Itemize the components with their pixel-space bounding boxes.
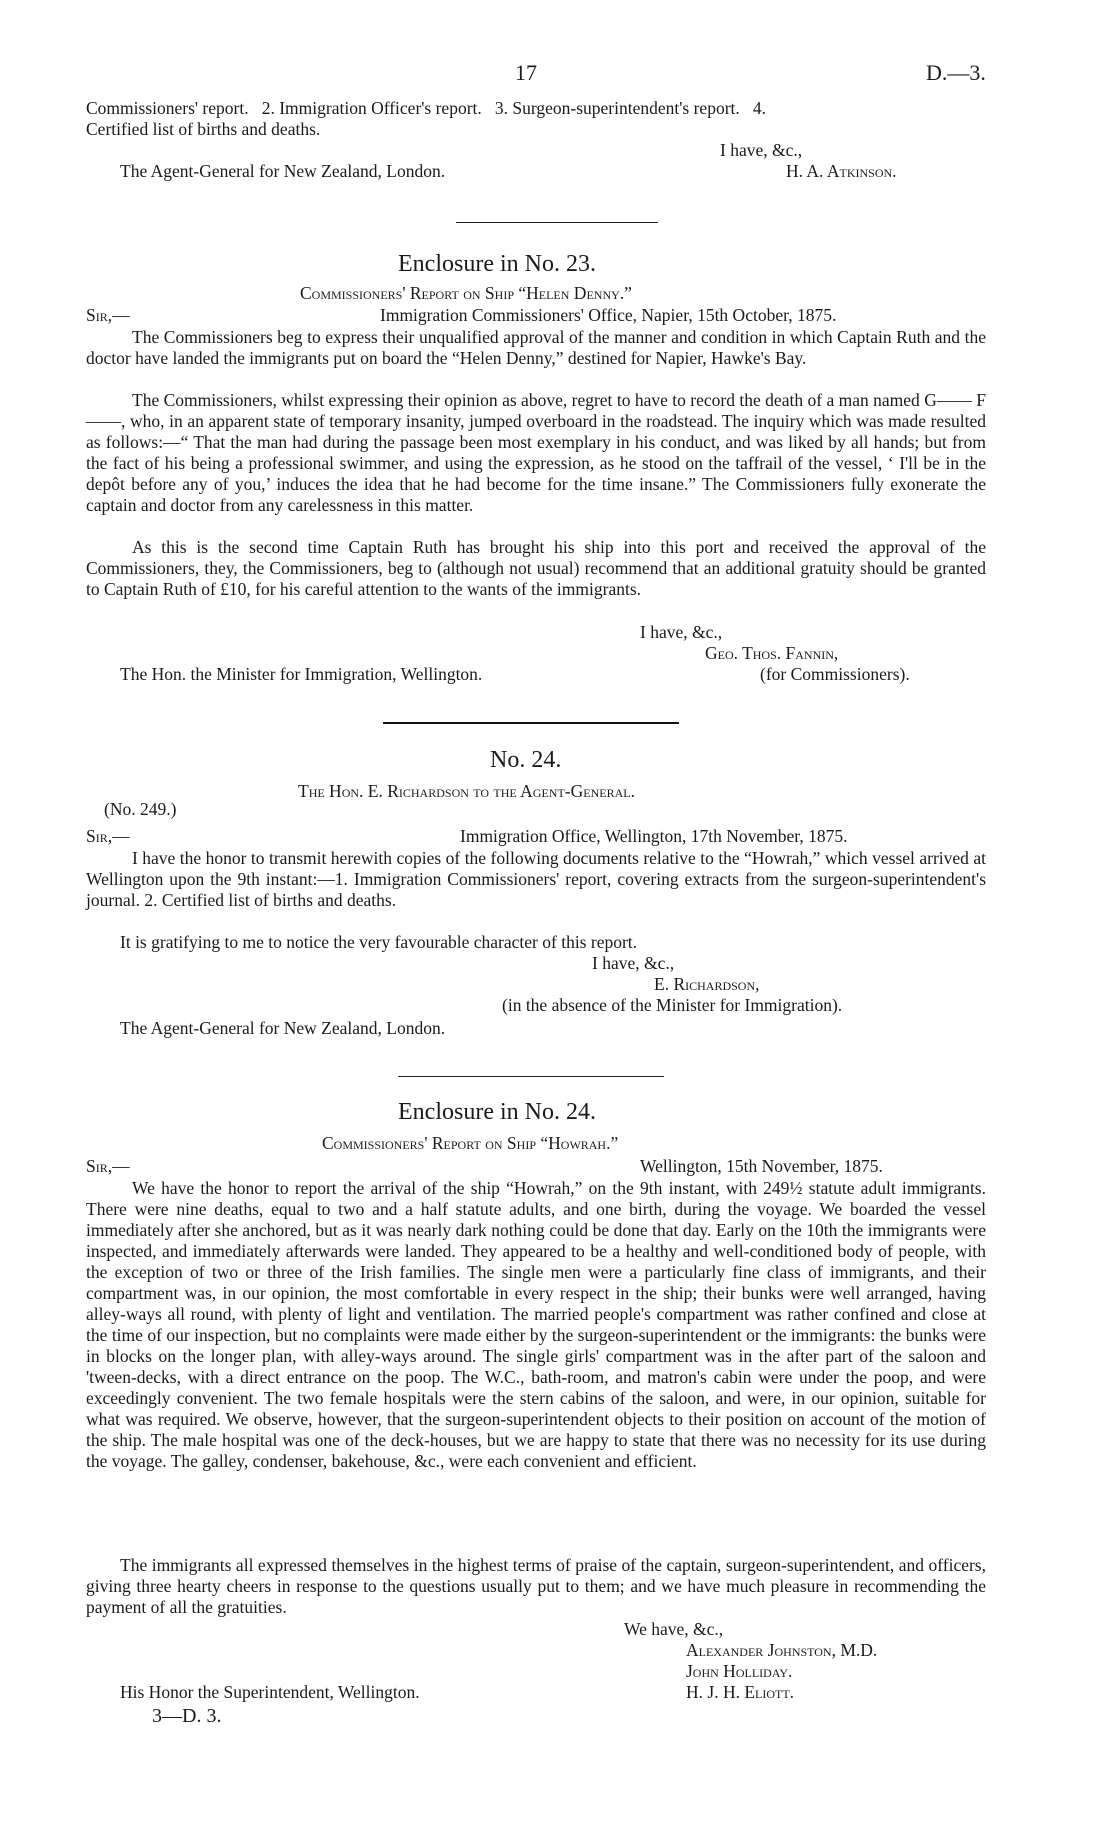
no-24-closing: I have, &c., xyxy=(592,953,675,973)
document-code: D.—3. xyxy=(926,60,986,85)
enclosure-24-signature-3: H. J. H. Eliott. xyxy=(686,1682,795,1702)
enclosure-23-signature: Geo. Thos. Fannin, xyxy=(705,643,839,663)
section-divider xyxy=(456,222,658,223)
enclosure-24-addressee: His Honor the Superintendent, Wellington. xyxy=(120,1682,420,1702)
no-24-title: No. 24. xyxy=(490,747,562,773)
no-24-salutation: Sir,— xyxy=(86,826,130,846)
enclosure-23-salutation: Sir,— xyxy=(86,305,130,325)
enclosure-24-salutation: Sir,— xyxy=(86,1156,130,1176)
prev-letter-signature: H. A. Atkinson. xyxy=(786,161,897,181)
enclosure-23-signature-note: (for Commissioners). xyxy=(760,664,910,684)
enclosure-24-signature-2: John Holliday. xyxy=(686,1661,793,1681)
enclosure-23-addressee: The Hon. the Minister for Immigration, Wellington. xyxy=(120,664,483,684)
no-24-paragraph-2: It is gratifying to me to notice the very favourable character of this report. xyxy=(120,932,638,952)
enclosure-23-dateline: Immigration Commissioners' Office, Napier, 15th October, 1875. xyxy=(380,305,837,325)
enclosure-24-signature-1: Alexander Johnston, M.D. xyxy=(686,1640,878,1660)
no-24-subtitle: The Hon. E. Richardson to the Agent-General. xyxy=(298,781,635,801)
enclosure-24-paragraph-1: We have the honor to report the arrival of the ship “Howrah,” on the 9th instant, with 249½ statute adult immigrants. There were nine deaths, equal to two and a half statute adults, and one birth, during the voyage. We boarded the vessel immediately after she anchored, but as it was nearly dark nothing could be done that day. Early on the 10th the immigrants were inspected, and immediately afterwards were landed. They appeared to be a healthy and well-conditioned body of people, with the exception of two or three of the Irish families. The single men were a particularly fine class of immigrants, and their compartment was, in our opinion, the most comfortable in every respect in the ship; their bunks were well arranged, having alley-ways all round, with plenty of light and ventilation. The married people's compartment was rather confined and close at the time of our inspection, but no complaints were made either by the surgeon-superintendent or the immigrants: the bunks were in blocks on the longer plan, with alley-ways around. The single girls' compartment was in the after part of the saloon and 'tween-decks, with a direct entrance on the poop. The W.C., bath-room, and matron's cabin were under the poop, and were exceedingly convenient. The two female hospitals were the stern cabins of the saloon, and were, in our opinion, suitable for what was required. We observe, however, that the surgeon-superintendent objects to their position on account of the motion of the ship. The male hospital was one of the deck-houses, but we are happy to state that there was no necessity for its use during the voyage. The galley, condenser, bakehouse, &c., were each convenient and efficient. xyxy=(86,1178,986,1471)
enclosure-23-title: Enclosure in No. 23. xyxy=(398,251,596,277)
page-number: 17 xyxy=(515,60,537,85)
no-24-addressee: The Agent-General for New Zealand, London. xyxy=(120,1018,446,1038)
enclosure-23-paragraph-1: The Commissioners beg to express their unqualified approval of the manner and condition in which Captain Ruth and the doctor have landed the immigrants put on board the “Helen Denny,” destined for Napier, Hawke's Bay. xyxy=(86,327,986,368)
prev-letter-addressee: The Agent-General for New Zealand, London. xyxy=(120,161,446,181)
enclosure-24-title: Enclosure in No. 24. xyxy=(398,1099,596,1125)
enclosure-23-paragraph-3: As this is the second time Captain Ruth has brought his ship into this port and received the approval of the Commissioners, they, the Commissioners, beg to (although not usual) recommend that an additional gratuity should be granted to Captain Ruth of £10, for his careful attention to the wants of the immigrants. xyxy=(86,537,986,599)
no-24-signature-note: (in the absence of the Minister for Immigration). xyxy=(502,995,843,1015)
enclosure-23-closing: I have, &c., xyxy=(640,622,723,642)
prev-letter-closing: I have, &c., xyxy=(720,140,803,160)
prev-letter-line-2: Certified list of births and deaths. xyxy=(86,119,321,139)
prev-letter-line-1: Commissioners' report. 2. Immigration Officer's report. 3. Surgeon-superintendent's report. 4. xyxy=(86,98,767,118)
no-24-paragraph-1: I have the honor to transmit herewith copies of the following documents relative to the “Howrah,” which vessel arrived at Wellington upon the 9th instant:—1. Immigration Commissioners' report, covering extracts from the surgeon-superintendent's journal. 2. Certified list of births and deaths. xyxy=(86,848,986,910)
enclosure-24-dateline: Wellington, 15th November, 1875. xyxy=(640,1156,883,1176)
no-24-signature: E. Richardson, xyxy=(654,974,760,994)
signature-mark: 3—D. 3. xyxy=(152,1705,222,1727)
enclosure-24-closing: We have, &c., xyxy=(624,1619,724,1639)
enclosure-23-subtitle: Commissioners' Report on Ship “Helen Denny.” xyxy=(300,283,632,303)
enclosure-23-paragraph-2: The Commissioners, whilst expressing their opinion as above, regret to have to record the death of a man named G—— F——, who, in an apparent state of temporary insanity, jumped overboard in the roadstead. The inquiry which was made resulted as follows:—“ That the man had during the passage been most exemplary in his conduct, and was liked by all hands; but from the fact of his being a professional swimmer, and using the expression, as he stood on the taffrail of the vessel, ‘ I'll be in the depôt before any of you,’ induces the idea that he had become for the time insane.” The Commissioners fully exonerate the captain and doctor from any carelessness in this matter. xyxy=(86,390,986,515)
section-divider xyxy=(398,1076,664,1077)
section-divider-thick xyxy=(383,722,679,724)
enclosure-24-paragraph-2: The immigrants all expressed themselves in the highest terms of praise of the captain, surgeon-superintendent, and officers, giving three hearty cheers in response to the questions usually put to them; and we have much pleasure in recommending the payment of all the gratuities. xyxy=(86,1555,986,1617)
no-24-dateline: Immigration Office, Wellington, 17th November, 1875. xyxy=(460,826,848,846)
no-24-reference: (No. 249.) xyxy=(104,799,177,819)
enclosure-24-subtitle: Commissioners' Report on Ship “Howrah.” xyxy=(322,1133,619,1153)
